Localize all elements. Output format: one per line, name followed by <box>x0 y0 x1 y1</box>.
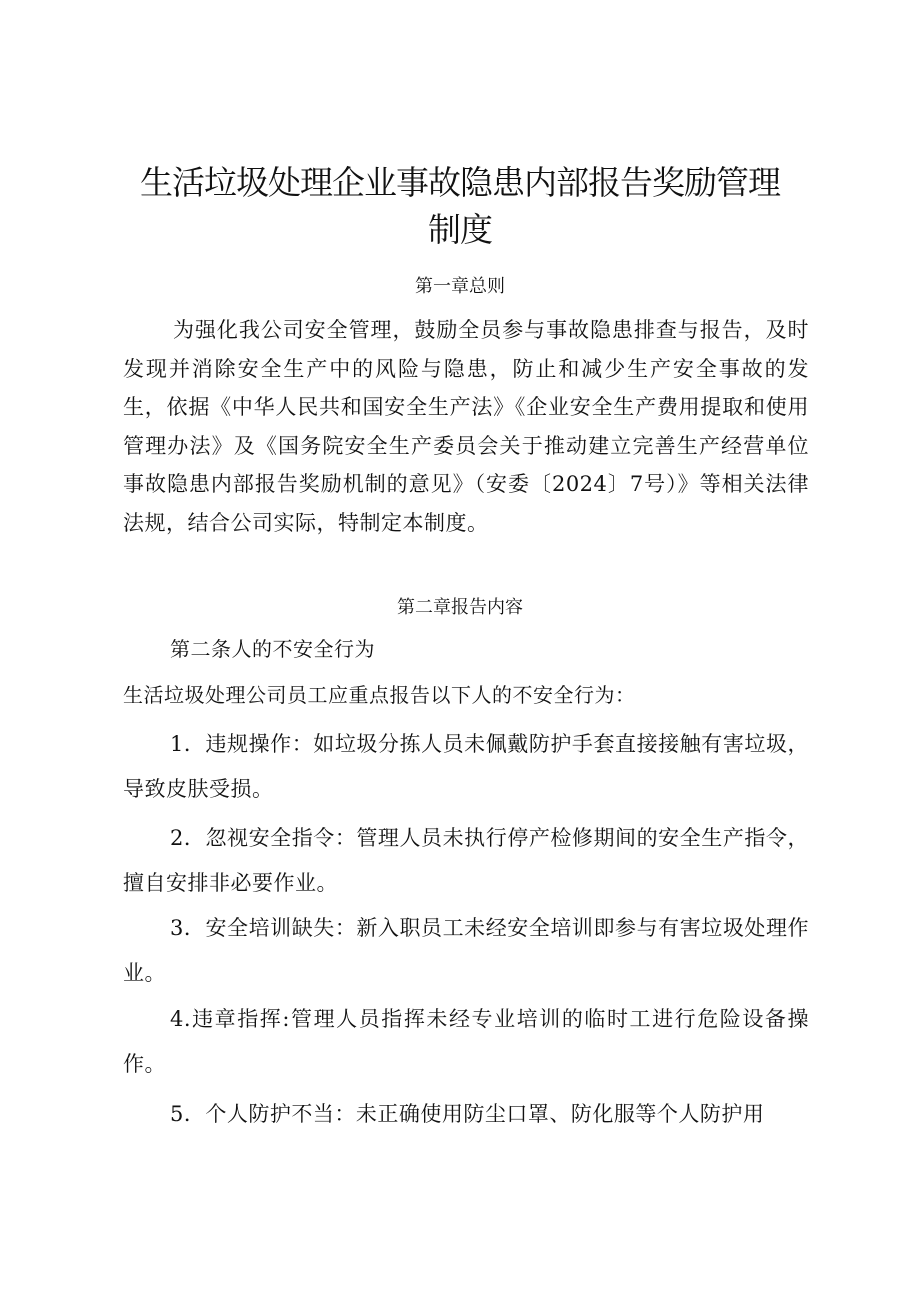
list-item: 4.违章指挥:管理人员指挥未经专业培训的临时工进行危险设备操作。 <box>123 1007 809 1076</box>
article-2-heading: 第二条人的不安全行为 <box>170 637 375 661</box>
list-item: 3．安全培训缺失：新入职员工未经安全培训即参与有害垃圾处理作业。 <box>123 916 809 985</box>
document-title-line-2: 制度 <box>428 210 492 249</box>
document-title-line-1: 生活垃圾处理企业事故隐患内部报告奖励管理 <box>140 163 780 202</box>
chapter-1-paragraph: 为强化我公司安全管理，鼓励全员参与事故隐患排查与报告，及时发现并消除安全生产中的风险与隐患，防止和减少生产安全事故的发生，依据《中华人民共和国安全生产法》《企业安全生产费用提取和使用管理办法》及《国务院安全生产委员会关于推动建立完善生产经营单位事故隐患内部报告奖励机制的意见》（安委〔2024〕7号）》等相关法律法规，结合公司实际，特制定本制度。 <box>123 318 809 535</box>
chapter-1-heading: 第一章总则 <box>415 276 505 297</box>
list-item: 5．个人防护不当：未正确使用防尘口罩、防化服等个人防护用 <box>170 1102 765 1126</box>
list-item: 1．违规操作：如垃圾分拣人员未佩戴防护手套直接接触有害垃圾，导致皮肤受损。 <box>123 732 809 801</box>
list-item: 2．忽视安全指令：管理人员未执行停产检修期间的安全生产指令，擅自安排非必要作业。 <box>123 826 809 895</box>
article-2-lead: 生活垃圾处理公司员工应重点报告以下人的不安全行为： <box>123 683 636 707</box>
chapter-2-heading: 第二章报告内容 <box>397 597 523 618</box>
